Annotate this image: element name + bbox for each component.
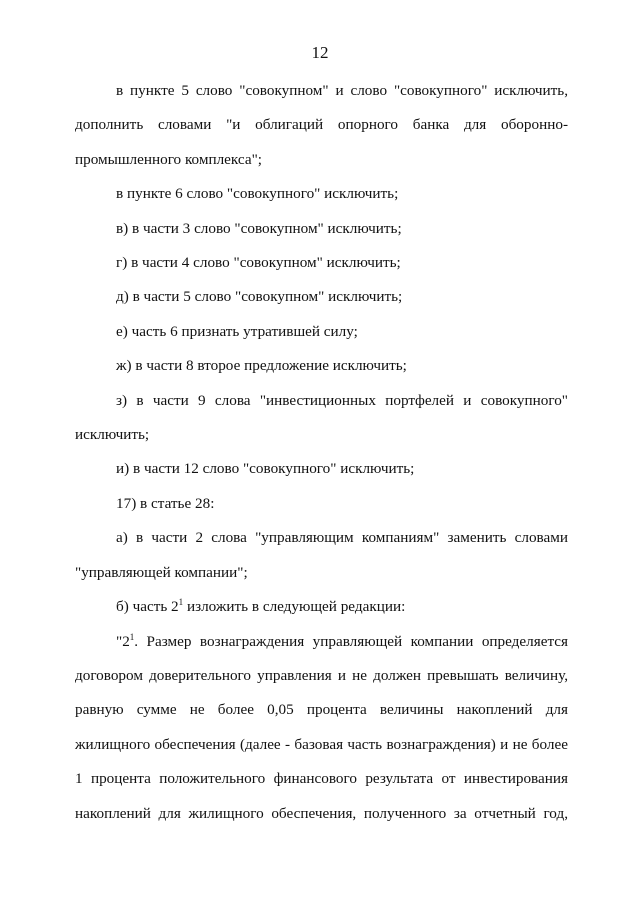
paragraph-part-3-amendment: в) в части 3 слово "совокупном" исключить; (116, 219, 402, 237)
paragraph-article-28-part-2-1-text (75, 625, 568, 831)
quoted-text-before-superscript: "2 (116, 632, 130, 650)
quoted-text-after-superscript: . Размер вознаграждения управляющей компании определяется договором доверительного управления и не должен превышать величину, равную сумме не более 0,05 процента величины накоплений для жилищного обеспечения (далее - базовая часть вознаграждения) и не более 1 процента положительного финансового результата от инвестирования накоплений для жилищного обеспечения, полученного за отчетный год, (75, 632, 568, 822)
document-body (75, 74, 568, 831)
superscript-index: 1 (129, 631, 135, 642)
paragraph-item-6-amendment: в пункте 6 слово "совокупного" исключить; (116, 185, 399, 203)
paragraph-item-5-amendment: в пункте 5 слово "совокупном" и слово "совокупного" исключить, дополнить словами "и облигаций опорного банка для оборонно-промышленного комплекса"; (75, 82, 568, 168)
paragraph-article-28-part-2: а) в части 2 слова "управляющим компаниям" заменить словами "управляющей компании"; (75, 529, 568, 581)
paragraph-article-28-part-2-1-heading (75, 590, 568, 624)
paragraph-part-4-amendment: г) в части 4 слово "совокупном" исключить; (116, 254, 401, 272)
paragraph-article-28-heading: 17) в статье 28: (116, 494, 215, 512)
paragraph-text-before-superscript: б) часть 2 (116, 598, 179, 616)
paragraph-part-12-amendment: и) в части 12 слово "совокупного" исключить; (116, 460, 415, 478)
paragraph-part-9-amendment: з) в части 9 слова "инвестиционных портфелей и совокупного" исключить; (75, 391, 568, 444)
paragraph-text-after-superscript: изложить в следующей редакции: (183, 598, 406, 616)
paragraph-part-6-repeal: е) часть 6 признать утратившей силу; (116, 322, 358, 340)
page-number: 12 (311, 43, 329, 62)
paragraph-part-5-amendment: д) в части 5 слово "совокупном" исключить; (116, 288, 403, 306)
superscript-index: 1 (178, 597, 184, 608)
paragraph-part-8-amendment: ж) в части 8 второе предложение исключить; (116, 357, 407, 375)
